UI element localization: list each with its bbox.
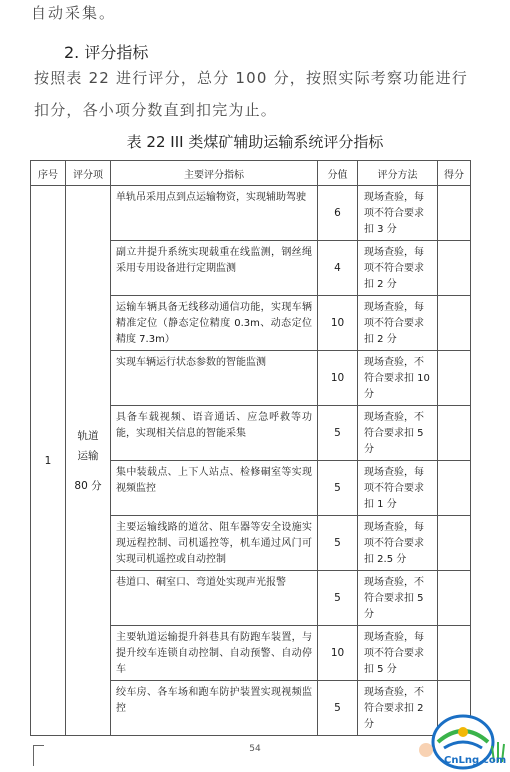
method-cell: 现场查验，每项不符合要求扣 2 分 <box>358 296 438 351</box>
score-cell[interactable] <box>438 241 471 296</box>
method-cell: 现场查验，不符合要求扣 2 分 <box>358 681 438 736</box>
method-cell: 现场查验，每项不符合要求扣 5 分 <box>358 626 438 681</box>
table-row <box>31 186 471 241</box>
value-cell: 4 <box>318 241 358 296</box>
score-cell[interactable] <box>438 626 471 681</box>
value-cell: 10 <box>318 626 358 681</box>
value-cell: 5 <box>318 681 358 736</box>
seq-cell: 1 <box>31 186 66 736</box>
intro-line: 自动采集。 <box>31 4 117 22</box>
score-cell[interactable] <box>438 296 471 351</box>
header-method: 评分方法 <box>358 161 438 186</box>
header-category: 评分项 <box>66 161 111 186</box>
score-cell[interactable] <box>438 571 471 626</box>
value-cell: 5 <box>318 406 358 461</box>
method-cell: 现场查验，每项不符合要求扣 1 分 <box>358 461 438 516</box>
category-cell <box>66 186 111 736</box>
value-cell: 10 <box>318 296 358 351</box>
paragraph-line-1: 按照表 22 进行评分，总分 100 分，按照实际考察功能进行 <box>34 69 468 87</box>
paragraph-line-2: 扣分，各小项分数直到扣完为止。 <box>34 101 278 119</box>
criteria-cell: 具备车载视频、语音通话、应急呼救等功能，实现相关信息的智能采集 <box>111 406 318 461</box>
criteria-cell: 实现车辆运行状态参数的智能监测 <box>111 351 318 406</box>
criteria-cell: 集中装载点、上下人站点、检修硐室等实现视频监控 <box>111 461 318 516</box>
value-cell: 10 <box>318 351 358 406</box>
score-cell[interactable] <box>438 461 471 516</box>
scoring-table <box>30 160 471 736</box>
table-caption: 表 22 III 类煤矿辅助运输系统评分指标 <box>126 133 384 151</box>
value-cell: 6 <box>318 186 358 241</box>
value-cell: 5 <box>318 461 358 516</box>
method-cell: 现场查验，不符合要求扣 5 分 <box>358 571 438 626</box>
header-value: 分值 <box>318 161 358 186</box>
header-score: 得分 <box>438 161 471 186</box>
category-line-2: 运输 <box>77 449 99 462</box>
method-cell: 现场查验，不符合要求扣 10 分 <box>358 351 438 406</box>
section-heading: 2. 评分指标 <box>64 43 149 62</box>
criteria-cell: 副立井提升系统实现载重在线监测，钢丝绳采用专用设备进行定期监测 <box>111 241 318 296</box>
criteria-cell: 运输车辆具备无线移动通信功能，实现车辆精准定位（静态定位精度 0.3m、动态定位精度 7.3m） <box>111 296 318 351</box>
table-header-row <box>31 161 471 186</box>
method-cell: 现场查验，每项不符合要求扣 3 分 <box>358 186 438 241</box>
header-seq: 序号 <box>31 161 66 186</box>
criteria-cell: 主要运输线路的道岔、阻车器等安全设施实现远程控制、司机遥控等，机车通过风门可实现司机遥控或自动控制 <box>111 516 318 571</box>
criteria-cell: 巷道口、硐室口、弯道处实现声光报警 <box>111 571 318 626</box>
score-cell[interactable] <box>438 406 471 461</box>
method-cell: 现场查验，每项不符合要求扣 2 分 <box>358 241 438 296</box>
criteria-cell: 绞车房、各车场和跑车防护装置实现视频监控 <box>111 681 318 736</box>
value-cell: 5 <box>318 571 358 626</box>
watermark-text: CnLng.com <box>444 755 507 766</box>
score-cell[interactable] <box>438 186 471 241</box>
method-cell: 现场查验，每项不符合要求扣 2.5 分 <box>358 516 438 571</box>
criteria-cell: 单轨吊采用点到点运输物资，实现辅助驾驶 <box>111 186 318 241</box>
score-cell[interactable] <box>438 516 471 571</box>
page-number: 54 <box>249 744 261 754</box>
category-points: 80 分 <box>74 479 102 492</box>
criteria-cell: 主要轨道运输提升斜巷具有防跑车装置，与提升绞车连锁自动控制、自动预警、自动停车 <box>111 626 318 681</box>
value-cell: 5 <box>318 516 358 571</box>
score-cell[interactable] <box>438 351 471 406</box>
method-cell: 现场查验，不符合要求扣 5 分 <box>358 406 438 461</box>
header-criteria: 主要评分指标 <box>111 161 318 186</box>
category-line-1: 轨道 <box>77 429 99 442</box>
